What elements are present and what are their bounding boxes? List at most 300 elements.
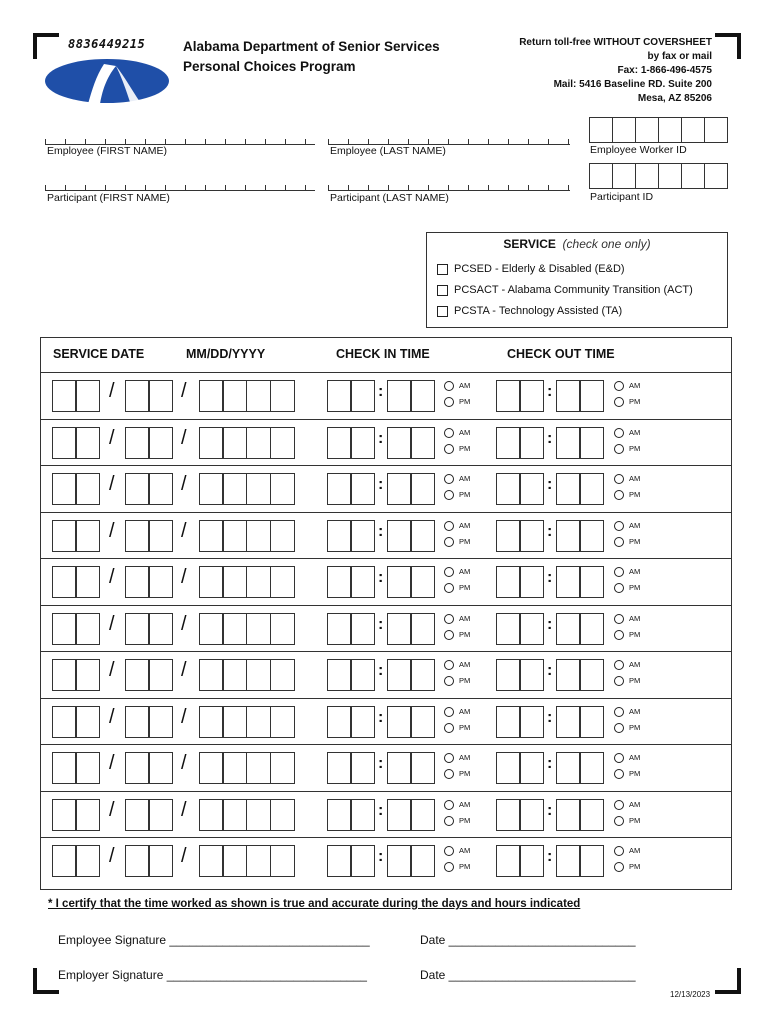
- return-line: Return toll-free WITHOUT COVERSHEET: [519, 37, 712, 48]
- radio-icon[interactable]: [614, 537, 624, 547]
- year-input[interactable]: [200, 752, 295, 784]
- time-separator: :: [547, 476, 553, 493]
- check-out-hour-input[interactable]: [497, 659, 544, 691]
- am-pm-label: AM: [459, 520, 471, 530]
- table-row: [41, 605, 731, 652]
- organization-name: [183, 37, 440, 77]
- am-pm-label: PM: [459, 629, 471, 639]
- service-selection-box: [426, 232, 728, 328]
- day-input[interactable]: [126, 520, 173, 552]
- am-option[interactable]: [444, 750, 470, 766]
- am-pm-label: AM: [629, 567, 641, 576]
- header-date-format: MM/DD/YYYY: [186, 347, 266, 361]
- radio-icon[interactable]: [444, 521, 454, 531]
- date-separator: /: [181, 752, 187, 774]
- time-separator: :: [378, 801, 384, 819]
- pm-option[interactable]: [444, 766, 470, 782]
- date-separator: /: [109, 519, 115, 542]
- radio-icon[interactable]: [444, 444, 454, 454]
- month-input[interactable]: [53, 845, 100, 877]
- radio-icon[interactable]: [614, 862, 624, 872]
- am-pm-label: AM: [629, 660, 641, 669]
- year-input[interactable]: [200, 613, 295, 645]
- time-separator: :: [547, 708, 553, 726]
- am-pm-label: AM: [459, 567, 471, 576]
- day-input[interactable]: [126, 752, 173, 784]
- radio-icon[interactable]: [614, 660, 624, 670]
- pm-option[interactable]: [614, 441, 640, 457]
- check-out-minute-input[interactable]: [557, 799, 604, 831]
- am-pm-selector[interactable]: [614, 843, 640, 875]
- table-row: [41, 791, 731, 838]
- am-option[interactable]: [444, 425, 470, 441]
- am-pm-selector[interactable]: [614, 750, 640, 782]
- pm-option[interactable]: [614, 580, 640, 596]
- date-separator: /: [109, 705, 115, 728]
- check-in-minute-input[interactable]: [388, 659, 435, 691]
- radio-icon[interactable]: [614, 676, 624, 686]
- am-pm-label: AM: [459, 846, 471, 855]
- table-row: [41, 465, 731, 512]
- day-input[interactable]: [126, 473, 173, 505]
- am-pm-label: PM: [629, 722, 641, 732]
- check-out-hour-input[interactable]: [497, 613, 544, 645]
- am-pm-label: PM: [629, 676, 641, 685]
- radio-icon[interactable]: [614, 444, 624, 454]
- radio-icon[interactable]: [614, 816, 624, 826]
- check-in-hour-input[interactable]: [328, 752, 375, 784]
- pm-option[interactable]: [614, 859, 640, 875]
- am-pm-label: AM: [629, 799, 641, 809]
- am-pm-selector[interactable]: [614, 518, 640, 550]
- am-pm-label: AM: [629, 753, 641, 762]
- radio-icon[interactable]: [614, 474, 624, 484]
- am-pm-selector[interactable]: [614, 704, 640, 736]
- am-pm-label: PM: [629, 629, 641, 639]
- radio-icon[interactable]: [614, 583, 624, 593]
- year-input[interactable]: [200, 380, 295, 412]
- radio-icon[interactable]: [614, 567, 624, 577]
- radio-icon[interactable]: [614, 521, 624, 531]
- check-out-minute-input[interactable]: [557, 473, 604, 505]
- am-pm-label: AM: [459, 427, 471, 437]
- check-out-minute-input[interactable]: [557, 427, 604, 459]
- table-row: [41, 512, 731, 559]
- am-pm-label: PM: [629, 862, 641, 871]
- check-out-hour-input[interactable]: [497, 845, 544, 877]
- check-out-hour-input[interactable]: [497, 566, 544, 598]
- am-option[interactable]: [444, 378, 470, 394]
- radio-icon[interactable]: [614, 397, 624, 407]
- check-in-minute-input[interactable]: [388, 613, 435, 645]
- date-separator: /: [181, 845, 187, 867]
- fax-number: Fax: 1-866-496-4575: [617, 65, 712, 76]
- date-separator: /: [109, 426, 115, 449]
- pm-option[interactable]: [444, 580, 470, 596]
- year-input[interactable]: [200, 427, 295, 459]
- am-pm-selector[interactable]: [444, 843, 470, 875]
- pm-option[interactable]: [614, 627, 640, 643]
- am-option[interactable]: [444, 797, 470, 813]
- month-input[interactable]: [53, 613, 100, 645]
- radio-icon[interactable]: [444, 490, 454, 500]
- employee-signature-line[interactable]: Employee Signature ______________________________: [58, 933, 370, 947]
- am-pm-selector[interactable]: [444, 518, 470, 550]
- return-line: by fax or mail: [647, 51, 712, 62]
- check-in-hour-input[interactable]: [328, 799, 375, 831]
- time-separator: :: [378, 522, 384, 540]
- day-input[interactable]: [126, 799, 173, 831]
- am-option[interactable]: [444, 518, 470, 534]
- radio-icon[interactable]: [444, 567, 454, 577]
- service-option-pcsta[interactable]: [437, 305, 622, 317]
- month-input[interactable]: [53, 706, 100, 738]
- month-input[interactable]: [53, 380, 100, 412]
- check-in-hour-input[interactable]: [328, 427, 375, 459]
- am-pm-selector[interactable]: [444, 564, 470, 596]
- employee-first-name-label: Employee (FIRST NAME): [47, 145, 167, 157]
- check-out-hour-input[interactable]: [497, 473, 544, 505]
- day-input[interactable]: [126, 706, 173, 738]
- am-option[interactable]: [614, 843, 640, 859]
- time-separator: :: [547, 662, 553, 679]
- employer-signature-date[interactable]: Date ____________________________: [420, 968, 636, 982]
- table-row: [41, 698, 731, 745]
- time-separator: :: [547, 429, 553, 447]
- month-input[interactable]: [53, 752, 100, 784]
- header-check-out: CHECK OUT TIME: [507, 347, 615, 361]
- radio-icon[interactable]: [444, 474, 454, 484]
- checkbox-icon[interactable]: [437, 264, 448, 275]
- employee-last-name-field[interactable]: [328, 136, 570, 145]
- employee-worker-id-boxes[interactable]: [590, 117, 728, 143]
- radio-icon[interactable]: [614, 723, 624, 733]
- date-separator: /: [109, 612, 115, 635]
- year-input[interactable]: [200, 845, 295, 877]
- month-input[interactable]: [53, 566, 100, 598]
- am-pm-label: AM: [459, 474, 471, 483]
- check-in-minute-input[interactable]: [388, 706, 435, 738]
- am-pm-label: AM: [629, 520, 641, 530]
- table-row: [41, 744, 731, 791]
- am-option[interactable]: [614, 564, 640, 580]
- am-option[interactable]: [614, 378, 640, 394]
- am-pm-label: AM: [629, 427, 641, 437]
- check-out-hour-input[interactable]: [497, 427, 544, 459]
- radio-icon[interactable]: [444, 769, 454, 779]
- radio-icon[interactable]: [444, 862, 454, 872]
- am-pm-selector[interactable]: [444, 750, 470, 782]
- date-separator: /: [181, 426, 187, 449]
- am-pm-label: AM: [629, 706, 641, 716]
- corner-mark-top-right: [715, 33, 741, 59]
- check-in-hour-input[interactable]: [328, 380, 375, 412]
- timesheet-table: [40, 337, 732, 890]
- am-pm-selector[interactable]: [614, 657, 640, 689]
- radio-icon[interactable]: [444, 614, 454, 624]
- am-pm-selector[interactable]: [614, 797, 640, 829]
- check-in-minute-input[interactable]: [388, 380, 435, 412]
- date-separator: /: [181, 473, 187, 495]
- pm-option[interactable]: [614, 813, 640, 829]
- check-in-hour-input[interactable]: [328, 706, 375, 738]
- date-separator: /: [181, 798, 187, 821]
- service-option-label: PCSTA - Technology Assisted (TA): [454, 305, 623, 317]
- pm-option[interactable]: [444, 487, 470, 503]
- check-out-minute-input[interactable]: [557, 659, 604, 691]
- date-separator: /: [109, 752, 115, 774]
- year-input[interactable]: [200, 799, 295, 831]
- am-option[interactable]: [444, 564, 470, 580]
- check-in-hour-input[interactable]: [328, 613, 375, 645]
- check-out-minute-input[interactable]: [557, 520, 604, 552]
- am-pm-selector[interactable]: [444, 471, 470, 503]
- am-pm-selector[interactable]: [444, 657, 470, 689]
- check-out-minute-input[interactable]: [557, 613, 604, 645]
- radio-icon[interactable]: [444, 397, 454, 407]
- year-input[interactable]: [200, 473, 295, 505]
- am-pm-selector[interactable]: [444, 704, 470, 736]
- pm-option[interactable]: [614, 394, 640, 410]
- radio-icon[interactable]: [614, 846, 624, 856]
- month-input[interactable]: [53, 659, 100, 691]
- am-option[interactable]: [444, 611, 470, 627]
- pm-option[interactable]: [444, 441, 470, 457]
- radio-icon[interactable]: [444, 816, 454, 826]
- am-option[interactable]: [614, 518, 640, 534]
- am-pm-label: AM: [459, 753, 471, 762]
- check-out-minute-input[interactable]: [557, 752, 604, 784]
- time-separator: :: [547, 755, 553, 772]
- pm-option[interactable]: [614, 673, 640, 689]
- month-input[interactable]: [53, 799, 100, 831]
- form-barcode-number: 8836449215: [68, 37, 146, 51]
- pm-option[interactable]: [444, 720, 470, 736]
- am-option[interactable]: [444, 704, 470, 720]
- check-in-minute-input[interactable]: [388, 799, 435, 831]
- radio-icon[interactable]: [614, 753, 624, 763]
- check-in-minute-input[interactable]: [388, 752, 435, 784]
- pm-option[interactable]: [444, 534, 470, 550]
- employer-signature-line[interactable]: Employer Signature ______________________________: [58, 968, 367, 982]
- service-option-pcsed[interactable]: [437, 263, 625, 275]
- check-in-minute-input[interactable]: [388, 427, 435, 459]
- radio-icon[interactable]: [444, 707, 454, 717]
- table-row: [41, 419, 731, 466]
- employee-first-name-field[interactable]: [45, 136, 315, 145]
- am-pm-label: PM: [629, 769, 641, 778]
- checkbox-icon[interactable]: [437, 306, 448, 317]
- day-input[interactable]: [126, 427, 173, 459]
- service-option-pcsact[interactable]: [437, 284, 693, 296]
- radio-icon[interactable]: [444, 800, 454, 810]
- radio-icon[interactable]: [444, 428, 454, 438]
- am-pm-label: AM: [459, 799, 471, 809]
- am-pm-selector[interactable]: [614, 564, 640, 596]
- date-separator: /: [181, 519, 187, 542]
- radio-icon[interactable]: [614, 428, 624, 438]
- day-input[interactable]: [126, 659, 173, 691]
- pm-option[interactable]: [614, 720, 640, 736]
- year-input[interactable]: [200, 706, 295, 738]
- am-pm-selector[interactable]: [614, 611, 640, 643]
- check-in-hour-input[interactable]: [328, 659, 375, 691]
- radio-icon[interactable]: [614, 381, 624, 391]
- check-out-minute-input[interactable]: [557, 380, 604, 412]
- revision-date: 12/13/2023: [670, 990, 711, 999]
- check-in-hour-input[interactable]: [328, 520, 375, 552]
- check-in-minute-input[interactable]: [388, 566, 435, 598]
- service-title: [427, 237, 727, 251]
- org-name-line1: Alabama Department of Senior Services: [183, 39, 440, 54]
- employee-last-name-label: Employee (LAST NAME): [330, 145, 446, 157]
- radio-icon[interactable]: [614, 490, 624, 500]
- radio-icon[interactable]: [444, 381, 454, 391]
- am-pm-label: PM: [459, 815, 471, 825]
- date-separator: /: [109, 473, 115, 495]
- radio-icon[interactable]: [444, 753, 454, 763]
- check-out-hour-input[interactable]: [497, 706, 544, 738]
- am-pm-label: PM: [459, 397, 471, 406]
- am-pm-label: PM: [629, 815, 641, 825]
- employee-worker-id-label: Employee Worker ID: [590, 144, 687, 156]
- date-separator: /: [109, 798, 115, 821]
- day-input[interactable]: [126, 613, 173, 645]
- time-separator: :: [378, 708, 384, 726]
- table-row: [41, 837, 731, 884]
- time-separator: :: [547, 522, 553, 540]
- am-option[interactable]: [614, 425, 640, 441]
- am-option[interactable]: [444, 657, 470, 673]
- radio-icon[interactable]: [444, 630, 454, 640]
- month-input[interactable]: [53, 520, 100, 552]
- am-pm-selector[interactable]: [614, 425, 640, 457]
- check-out-hour-input[interactable]: [497, 380, 544, 412]
- table-row: [41, 558, 731, 605]
- check-out-hour-input[interactable]: [497, 799, 544, 831]
- pm-option[interactable]: [614, 487, 640, 503]
- mail-city: Mesa, AZ 85206: [637, 93, 712, 104]
- check-in-minute-input[interactable]: [388, 520, 435, 552]
- pm-option[interactable]: [614, 766, 640, 782]
- am-option[interactable]: [614, 611, 640, 627]
- day-input[interactable]: [126, 566, 173, 598]
- agency-logo-icon: [44, 56, 170, 106]
- am-pm-label: AM: [459, 660, 471, 669]
- year-input[interactable]: [200, 520, 295, 552]
- am-pm-selector[interactable]: [444, 425, 470, 457]
- pm-option[interactable]: [614, 534, 640, 550]
- am-pm-selector[interactable]: [614, 378, 640, 410]
- am-pm-label: PM: [629, 536, 641, 546]
- am-pm-label: AM: [459, 381, 471, 390]
- time-separator: :: [378, 383, 384, 400]
- date-separator: /: [181, 659, 187, 681]
- radio-icon[interactable]: [444, 723, 454, 733]
- radio-icon[interactable]: [444, 676, 454, 686]
- radio-icon[interactable]: [614, 614, 624, 624]
- time-separator: :: [547, 801, 553, 819]
- employee-signature-date[interactable]: Date ____________________________: [420, 933, 636, 947]
- month-input[interactable]: [53, 427, 100, 459]
- check-in-minute-input[interactable]: [388, 473, 435, 505]
- date-separator: /: [181, 705, 187, 728]
- check-out-minute-input[interactable]: [557, 845, 604, 877]
- am-option[interactable]: [444, 843, 470, 859]
- radio-icon[interactable]: [614, 707, 624, 717]
- checkbox-icon[interactable]: [437, 285, 448, 296]
- pm-option[interactable]: [444, 627, 470, 643]
- year-input[interactable]: [200, 659, 295, 691]
- radio-icon[interactable]: [444, 583, 454, 593]
- month-input[interactable]: [53, 473, 100, 505]
- am-pm-label: PM: [459, 862, 471, 871]
- date-separator: /: [181, 380, 187, 402]
- mail-address: Mail: 5416 Baseline RD. Suite 200: [553, 79, 712, 90]
- pm-option[interactable]: [444, 859, 470, 875]
- radio-icon[interactable]: [444, 846, 454, 856]
- am-option[interactable]: [614, 657, 640, 673]
- am-pm-label: PM: [459, 490, 471, 499]
- check-in-minute-input[interactable]: [388, 845, 435, 877]
- radio-icon[interactable]: [614, 769, 624, 779]
- participant-last-name-field[interactable]: [328, 182, 570, 191]
- participant-id-boxes[interactable]: [590, 163, 728, 189]
- check-out-hour-input[interactable]: [497, 520, 544, 552]
- am-option[interactable]: [614, 704, 640, 720]
- time-separator: :: [547, 615, 553, 633]
- check-out-minute-input[interactable]: [557, 566, 604, 598]
- check-in-hour-input[interactable]: [328, 845, 375, 877]
- service-option-label: PCSACT - Alabama Community Transition (ACT): [454, 284, 693, 296]
- participant-last-name-label: Participant (LAST NAME): [330, 192, 449, 204]
- am-option[interactable]: [614, 750, 640, 766]
- pm-option[interactable]: [444, 673, 470, 689]
- am-option[interactable]: [444, 471, 470, 487]
- time-separator: :: [378, 615, 384, 633]
- participant-id-label: Participant ID: [590, 191, 654, 203]
- am-option[interactable]: [614, 797, 640, 813]
- am-pm-label: AM: [459, 613, 471, 623]
- check-out-hour-input[interactable]: [497, 752, 544, 784]
- radio-icon[interactable]: [444, 660, 454, 670]
- radio-icon[interactable]: [614, 630, 624, 640]
- table-row: [41, 651, 731, 698]
- am-pm-label: AM: [629, 474, 641, 483]
- check-in-hour-input[interactable]: [328, 566, 375, 598]
- radio-icon[interactable]: [614, 800, 624, 810]
- am-pm-label: AM: [629, 381, 641, 390]
- check-in-hour-input[interactable]: [328, 473, 375, 505]
- pm-option[interactable]: [444, 394, 470, 410]
- am-pm-selector[interactable]: [614, 471, 640, 503]
- am-option[interactable]: [614, 471, 640, 487]
- participant-first-name-field[interactable]: [45, 182, 315, 191]
- day-input[interactable]: [126, 845, 173, 877]
- day-input[interactable]: [126, 380, 173, 412]
- radio-icon[interactable]: [444, 537, 454, 547]
- time-separator: :: [547, 383, 553, 400]
- pm-option[interactable]: [444, 813, 470, 829]
- check-out-minute-input[interactable]: [557, 706, 604, 738]
- date-separator: /: [109, 659, 115, 681]
- am-pm-selector[interactable]: [444, 378, 470, 410]
- program-name: Personal Choices Program: [183, 59, 356, 74]
- am-pm-selector[interactable]: [444, 797, 470, 829]
- am-pm-selector[interactable]: [444, 611, 470, 643]
- return-instructions: [412, 36, 712, 106]
- year-input[interactable]: [200, 566, 295, 598]
